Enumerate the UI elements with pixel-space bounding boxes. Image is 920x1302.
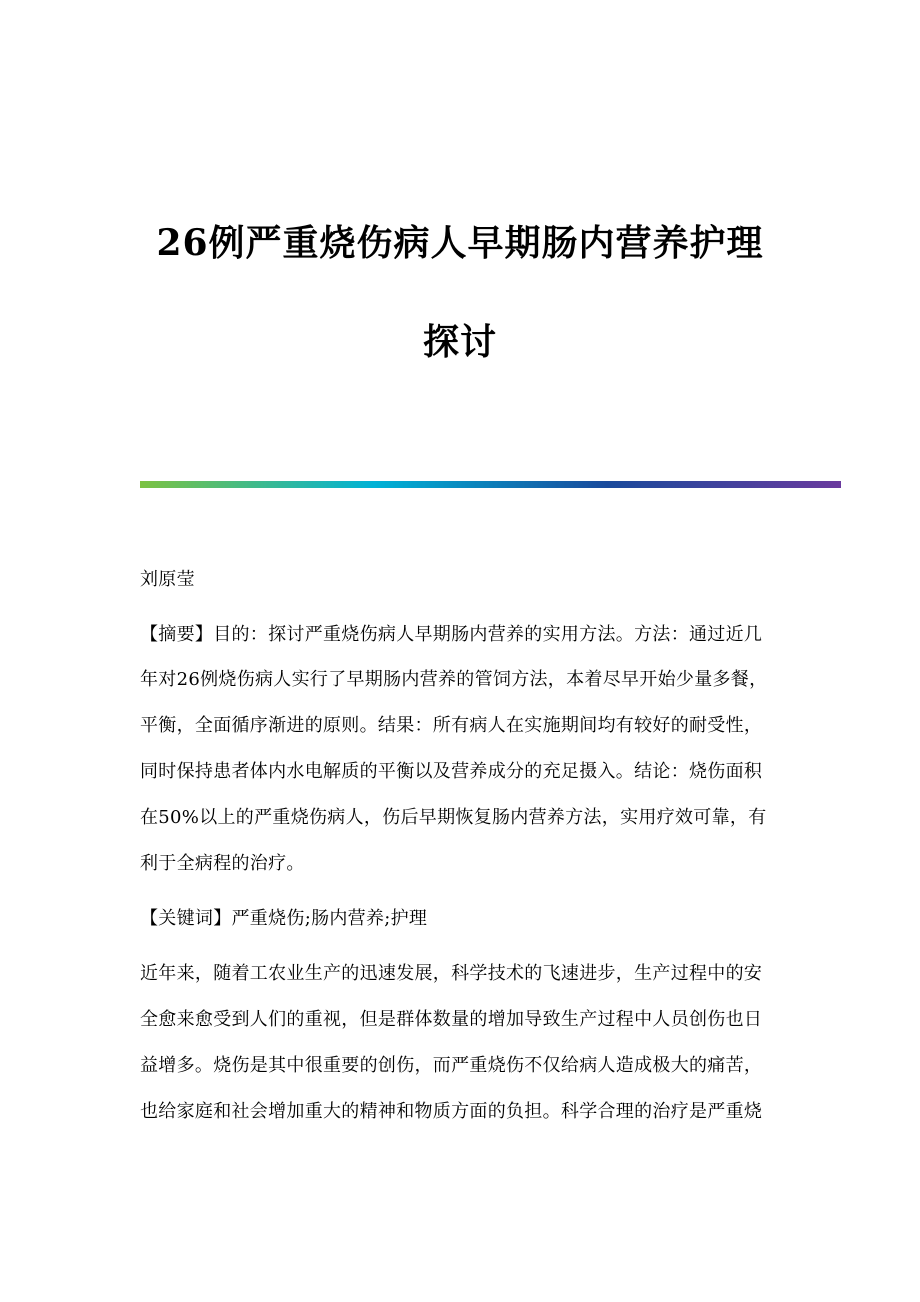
abstract-line: 【摘要】目的：探讨严重烧伤病人早期肠内营养的实用方法。方法：通过近几 [140, 624, 763, 645]
abstract-line: 利于全病程的治疗。 [140, 853, 305, 874]
document-title-line-2: 探讨 [422, 321, 497, 363]
abstract-line: 年对26例烧伤病人实行了早期肠内营养的管饲方法，本着尽早开始少量多餐， [140, 669, 768, 690]
document-title-line-1: 26例严重烧伤病人早期肠内营养护理 [156, 222, 764, 264]
body-line: 近年来，随着工农业生产的迅速发展，科学技术的飞速进步，生产过程中的安 [140, 963, 763, 984]
gradient-divider [140, 481, 841, 488]
keywords: 【关键词】严重烧伤;肠内营养;护理 [140, 908, 428, 929]
abstract-line: 同时保持患者体内水电解质的平衡以及营养成分的充足摄入。结论：烧伤面积 [140, 761, 763, 782]
abstract-line: 在50%以上的严重烧伤病人，伤后早期恢复肠内营养方法，实用疗效可靠，有 [140, 807, 767, 828]
body-line: 全愈来愈受到人们的重视，但是群体数量的增加导致生产过程中人员创伤也日 [140, 1009, 763, 1030]
abstract-line: 平衡，全面循序渐进的原则。结果：所有病人在实施期间均有较好的耐受性， [140, 715, 763, 736]
author-name: 刘原莹 [140, 569, 195, 590]
body-line: 也给家庭和社会增加重大的精神和物质方面的负担。科学合理的治疗是严重烧 [140, 1101, 763, 1122]
body-line: 益增多。烧伤是其中很重要的创伤，而严重烧伤不仅给病人造成极大的痛苦， [140, 1055, 763, 1076]
